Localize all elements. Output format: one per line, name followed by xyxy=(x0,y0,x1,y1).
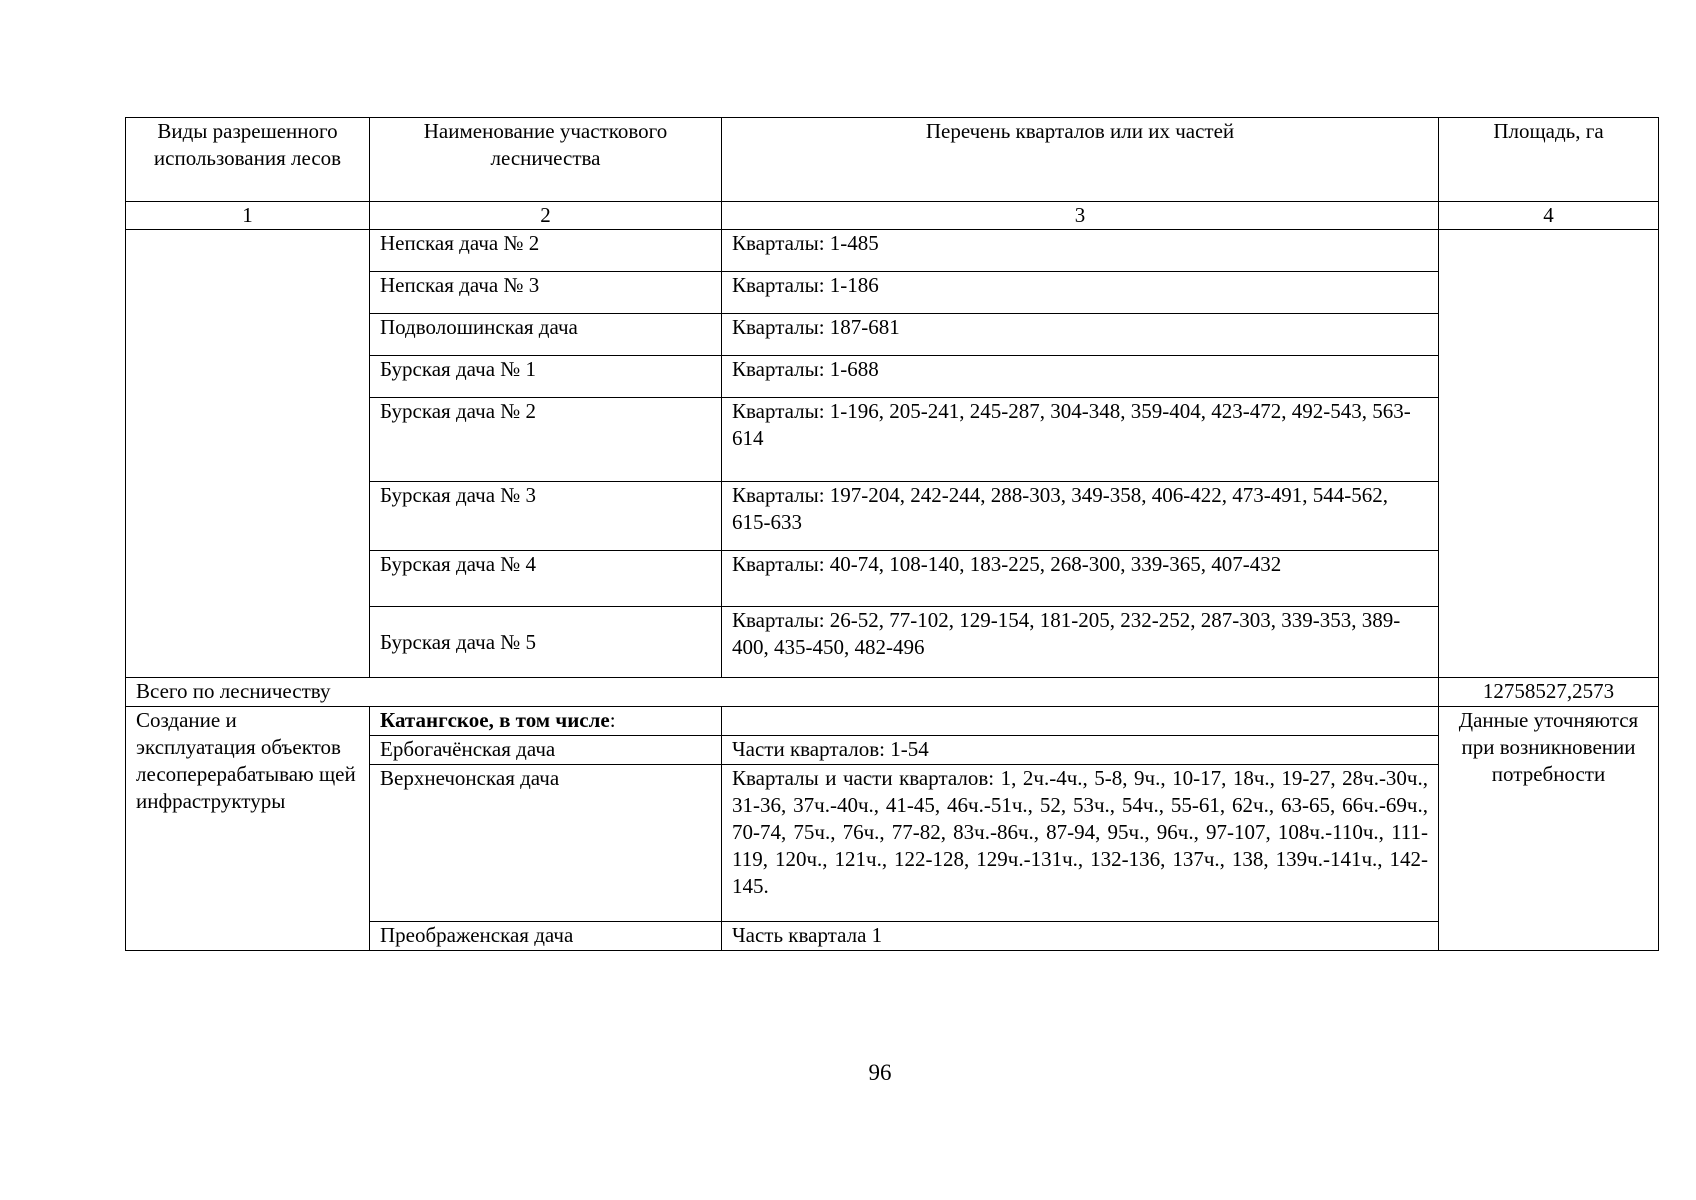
use-type-cell-empty xyxy=(126,230,370,678)
forestry-name-cell: Непская дача № 2 xyxy=(370,230,722,272)
quarters-cell: Кварталы и части кварталов: 1, 2ч.-4ч., 5-8, 9ч., 10-17, 18ч., 19-27, 28ч.-30ч., 31-36, 37ч.-40ч., 41-45, 46ч.-51ч., 52, 53ч., 54ч., 55-61, 62ч., 63-65, 66ч.-69ч., 70-74, 75ч., 76ч., 77-82, 83ч.-86ч., 87-94, 95ч., 96ч., 97-107, 108ч.-110ч., 111-119, 120ч., 121ч., 122-128, 129ч.-131ч., 132-136, 137ч., 138, 139ч.-141ч., 142-145. xyxy=(722,765,1439,922)
area-note-cell: Данные уточняются при возникновении потребности xyxy=(1439,707,1659,951)
column-number-3: 3 xyxy=(722,202,1439,230)
forest-quarters-table xyxy=(125,117,1659,951)
forestry-group-bold: Катангское, в том числе xyxy=(380,708,610,732)
header-forestry-name: Наименование участкового лесничества xyxy=(370,118,722,202)
forestry-name-cell: Бурская дача № 3 xyxy=(370,482,722,551)
quarters-cell: Части кварталов: 1-54 xyxy=(722,736,1439,765)
quarters-cell: Кварталы: 1-186 xyxy=(722,272,1439,314)
forestry-name-cell: Бурская дача № 5 xyxy=(370,607,722,678)
column-number-2: 2 xyxy=(370,202,722,230)
quarters-cell: Кварталы: 187-681 xyxy=(722,314,1439,356)
forestry-name-cell: Бурская дача № 2 xyxy=(370,398,722,482)
total-label: Всего по лесничеству xyxy=(126,678,1439,707)
quarters-cell: Кварталы: 197-204, 242-244, 288-303, 349-358, 406-422, 473-491, 544-562, 615-633 xyxy=(722,482,1439,551)
forestry-name-cell: Бурская дача № 1 xyxy=(370,356,722,398)
header-use-type: Виды разрешенного использования лесов xyxy=(126,118,370,202)
table-row xyxy=(126,230,1659,272)
quarters-cell: Кварталы: 1-485 xyxy=(722,230,1439,272)
forestry-group-name xyxy=(370,707,722,736)
forestry-name-cell: Бурская дача № 4 xyxy=(370,551,722,607)
forestry-name-cell: Ербогачёнская дача xyxy=(370,736,722,765)
forestry-group-colon: : xyxy=(609,708,616,732)
header-area: Площадь, га xyxy=(1439,118,1659,202)
use-type-cell: Создание и эксплуатация объектов лесоперерабатываю щей инфраструктуры xyxy=(126,707,370,951)
column-number-4: 4 xyxy=(1439,202,1659,230)
forestry-name-cell: Преображенская дача xyxy=(370,922,722,951)
forestry-name-cell: Непская дача № 3 xyxy=(370,272,722,314)
page-number: 96 xyxy=(868,1060,892,1085)
forestry-name-cell: Подволошинская дача xyxy=(370,314,722,356)
quarters-cell-empty xyxy=(722,707,1439,736)
area-cell-empty xyxy=(1439,230,1659,678)
table-row xyxy=(126,707,1659,736)
forestry-name-cell: Верхнечонская дача xyxy=(370,765,722,922)
table-header-row xyxy=(126,118,1659,202)
quarters-cell: Кварталы: 26-52, 77-102, 129-154, 181-205, 232-252, 287-303, 339-353, 389-400, 435-450, 482-496 xyxy=(722,607,1439,678)
total-area: 12758527,2573 xyxy=(1439,678,1659,707)
total-row xyxy=(126,678,1659,707)
quarters-cell: Часть квартала 1 xyxy=(722,922,1439,951)
quarters-cell: Кварталы: 40-74, 108-140, 183-225, 268-300, 339-365, 407-432 xyxy=(722,551,1439,607)
header-quarters: Перечень кварталов или их частей xyxy=(722,118,1439,202)
column-number-row xyxy=(126,202,1659,230)
column-number-1: 1 xyxy=(126,202,370,230)
quarters-cell: Кварталы: 1-196, 205-241, 245-287, 304-348, 359-404, 423-472, 492-543, 563-614 xyxy=(722,398,1439,482)
quarters-cell: Кварталы: 1-688 xyxy=(722,356,1439,398)
